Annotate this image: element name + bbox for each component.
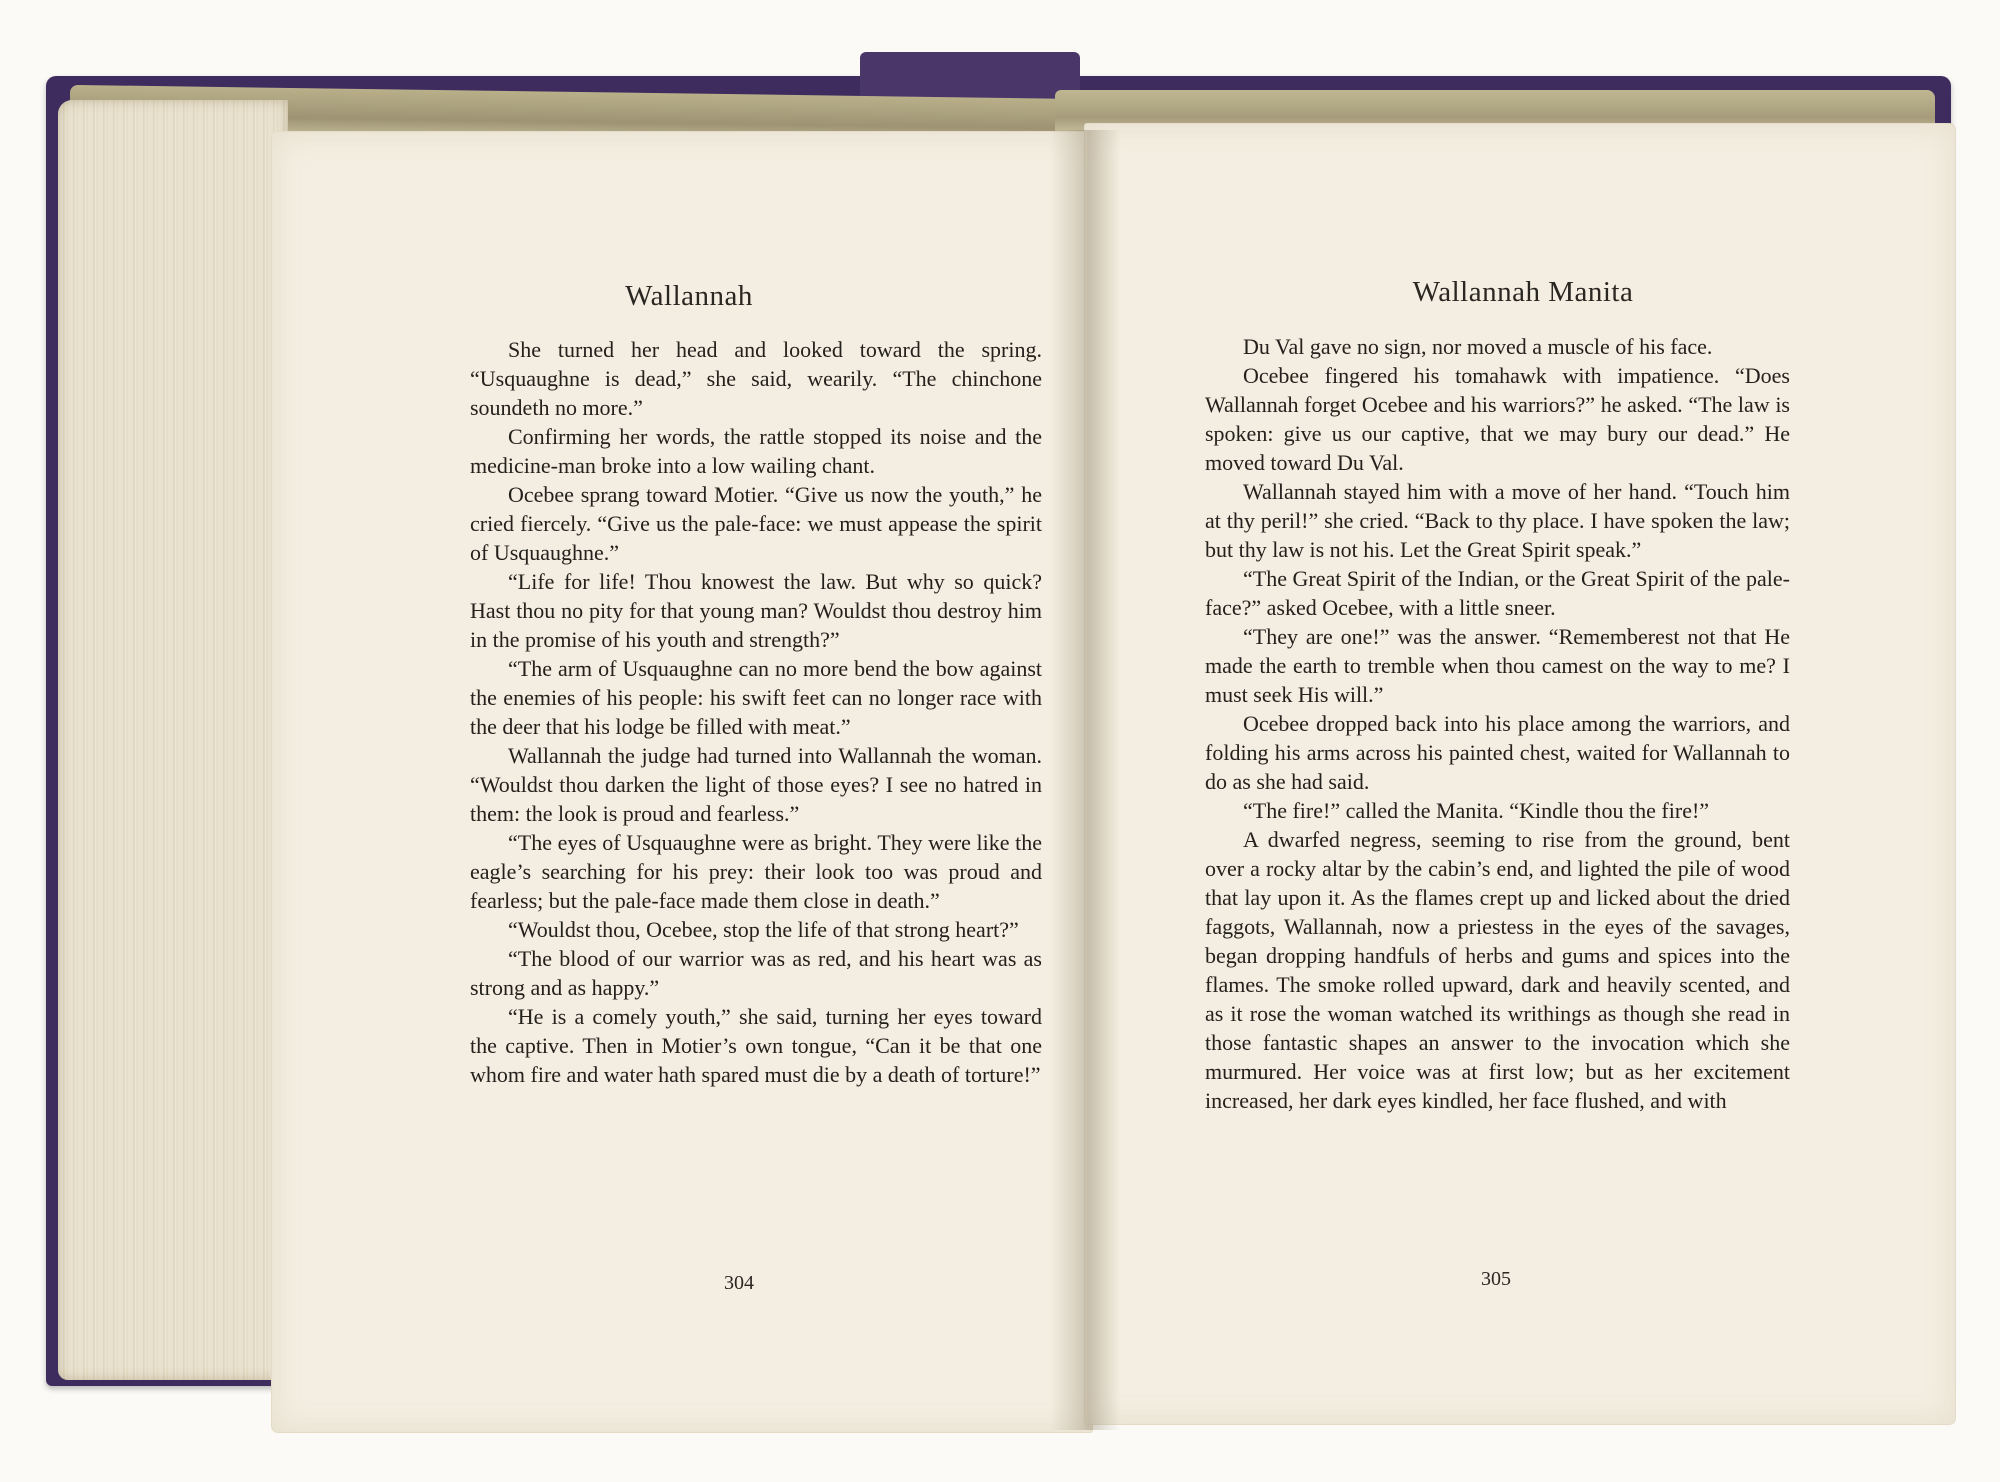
paragraph: Ocebee fingered his tomahawk with impatience. “Does Wallannah forget Ocebee and his warriors?” he asked. “The law is spoken: give us our captive, that we may bury our dead.” He moved toward Du Val. xyxy=(1205,363,1790,475)
paragraph: Wallannah stayed him with a move of her hand. “Touch him at thy peril!” she cried. “Back to thy place. I have spoken the law; but thy law is not his. Let the Great Spirit speak.” xyxy=(1205,479,1790,562)
paragraph: “He is a comely youth,” she said, turning her eyes toward the captive. Then in Motier’s own tongue, “Can it be that one whom fire and water hath spared must die by a death of torture!” xyxy=(470,1004,1042,1087)
paragraph: She turned her head and looked toward the spring. “Usquaughne is dead,” she said, wearily. “The chinchone soundeth no more.” xyxy=(470,337,1042,420)
paragraph: “Wouldst thou, Ocebee, stop the life of that strong heart?” xyxy=(508,917,1019,942)
paragraph: Confirming her words, the rattle stopped its noise and the medicine-man broke into a low wailing chant. xyxy=(470,424,1042,478)
page-number: 304 xyxy=(724,1272,754,1294)
page-body xyxy=(1205,332,1790,1115)
paragraph: “The Great Spirit of the Indian, or the Great Spirit of the pale-face?” asked Ocebee, with a little sneer. xyxy=(1205,566,1790,620)
running-head: Wallannah Manita xyxy=(1412,276,1634,308)
paragraph: “Life for life! Thou knowest the law. But why so quick? Hast thou no pity for that young man? Wouldst thou destroy him in the promise of his youth and strength?” xyxy=(470,569,1042,652)
left-page xyxy=(272,132,1092,1432)
page-block-side-edge xyxy=(58,100,288,1380)
right-page xyxy=(1085,124,1955,1424)
paragraph: “The fire!” called the Manita. “Kindle thou the fire!” xyxy=(1243,798,1710,823)
paragraph: Du Val gave no sign, nor moved a muscle of his face. xyxy=(1243,334,1713,359)
paragraph: “The blood of our warrior was as red, and his heart was as strong and as happy.” xyxy=(470,946,1042,1000)
paragraph: Wallannah the judge had turned into Wallannah the woman. “Wouldst thou darken the light of those eyes? I see no hatred in them: the look is proud and fearless.” xyxy=(470,743,1042,826)
paragraph: “They are one!” was the answer. “Rememberest not that He made the earth to tremble when thou camest on the way to me? I must seek His will.” xyxy=(1205,624,1790,707)
paragraph: “The arm of Usquaughne can no more bend the bow against the enemies of his people: his swift feet can no longer race with the deer that his lodge be filled with meat.” xyxy=(470,656,1042,739)
page-body xyxy=(470,335,1042,1089)
page-number: 305 xyxy=(1481,1268,1511,1290)
running-head: Wallannah xyxy=(625,280,753,312)
paragraph: Ocebee dropped back into his place among the warriors, and folding his arms across his painted chest, waited for Wallannah to do as she had said. xyxy=(1205,711,1790,794)
paragraph: A dwarfed negress, seeming to rise from the ground, bent over a rocky altar by the cabin’s end, and lighted the pile of wood that lay upon it. As the flames crept up and licked about the dried faggots, Wallannah, now a priestess in the eyes of the savages, began dropping handfuls of herbs and gums and spices into the flames. The smoke rolled upward, dark and heavily scented, and as it rose the woman watched its writhings as though she read in those fantastic shapes an answer to the invocation which she murmured. Her voice was at first low; but as her excitement increased, her dark eyes kindled, her face flushed, and with xyxy=(1205,827,1790,1113)
paragraph: “The eyes of Usquaughne were as bright. They were like the eagle’s searching for his prey: their look too was proud and fearless; but the pale-face made them close in death.” xyxy=(470,830,1042,913)
book-gutter xyxy=(1050,130,1120,1430)
paragraph: Ocebee sprang toward Motier. “Give us now the youth,” he cried fiercely. “Give us the pale-face: we must appease the spirit of Usquaughne.” xyxy=(470,482,1042,565)
